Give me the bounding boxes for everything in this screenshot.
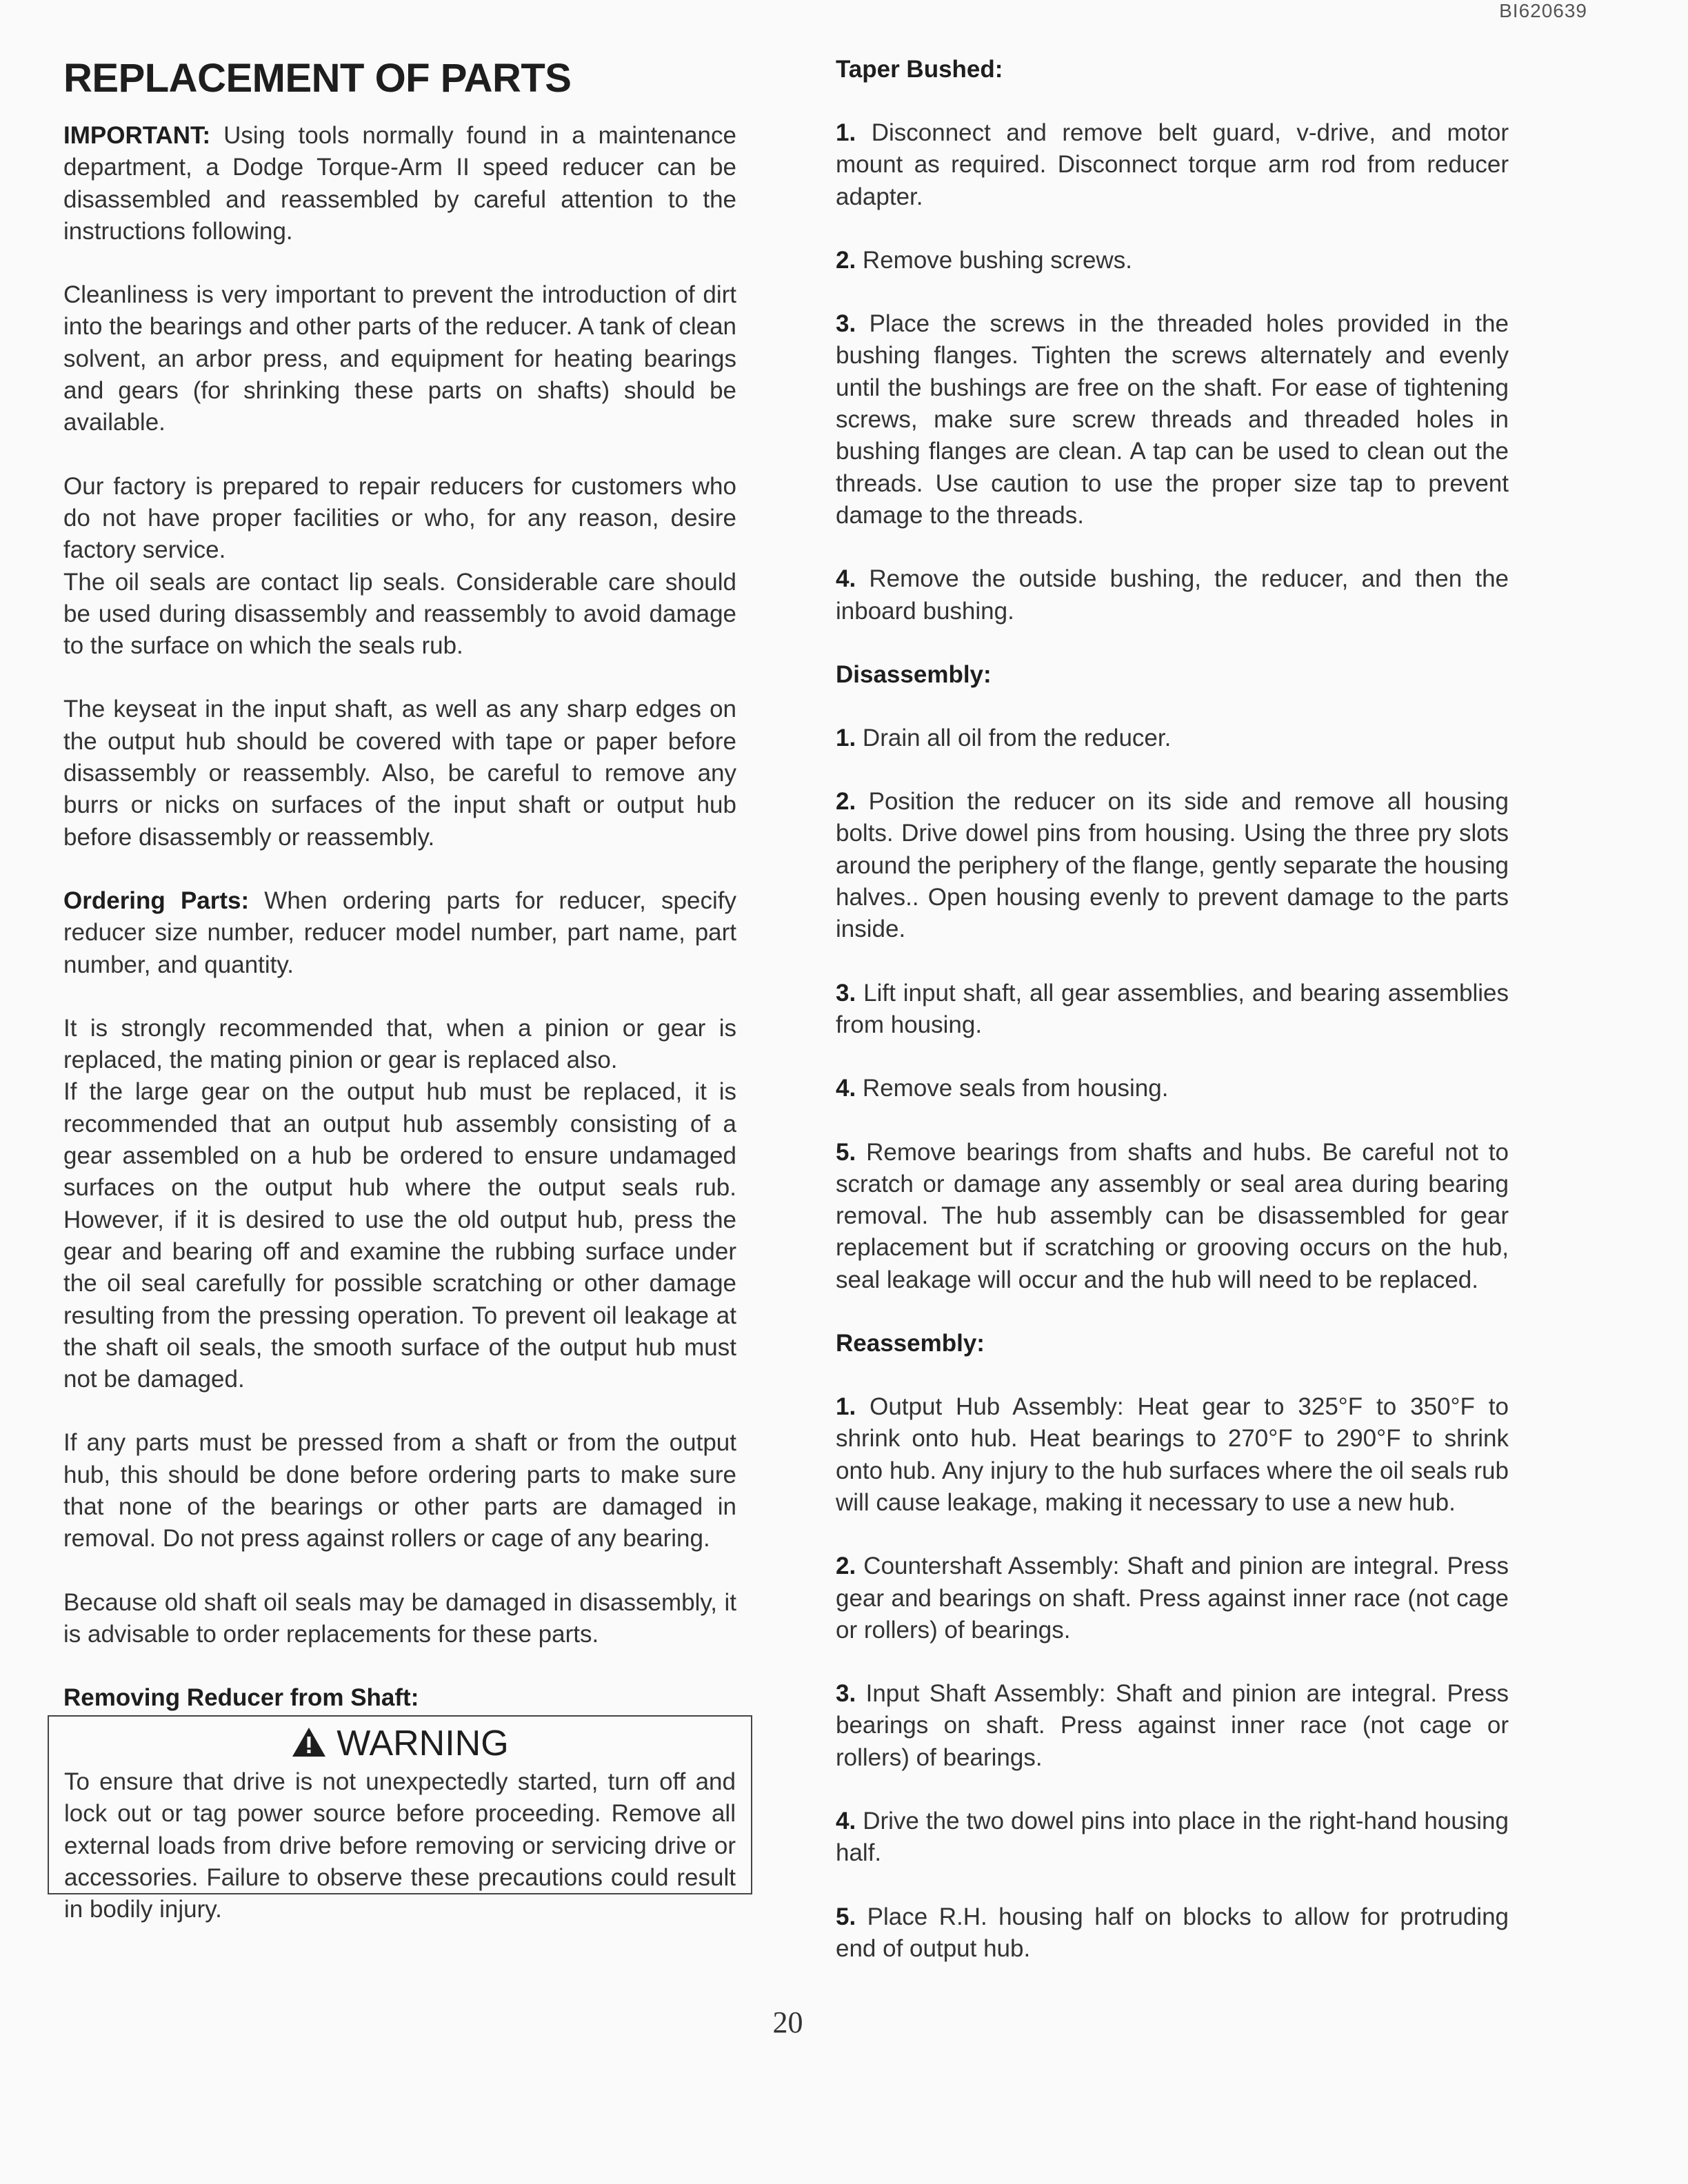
step-text: Remove the outside bushing, the reducer, and then the inboard bushing. <box>836 565 1509 625</box>
disassembly-step <box>836 1137 1509 1296</box>
disassembly-step <box>836 786 1509 945</box>
taper-step <box>836 563 1509 627</box>
step-text: Drive the two dowel pins into place in the right-hand housing half. <box>836 1807 1509 1867</box>
step-number: 2. <box>836 788 856 816</box>
step-text: Disconnect and remove belt guard, v-drive, and motor mount as required. Disconnect torque arm rod from reducer adapter. <box>836 119 1509 210</box>
step-text: Remove seals from housing. <box>856 1075 1169 1102</box>
disassembly-heading: Disassembly: <box>836 660 992 688</box>
warning-box <box>48 1715 752 1923</box>
reassembly-step <box>836 1391 1509 1519</box>
ordering-text: When ordering parts for reducer, specify reducer size number, reducer model number, part name, part number, and quantity. <box>63 887 736 978</box>
step-text: Countershaft Assembly: Shaft and pinion are integral. Press gear and bearings on shaft. Press against inner race (not cage or rollers) of bearings. <box>836 1553 1509 1644</box>
document-id: BI620639 <box>1499 0 1587 21</box>
step-number: 2. <box>836 246 856 274</box>
step-number: 4. <box>836 1807 856 1834</box>
reassembly-step <box>836 1678 1509 1774</box>
step-number: 5. <box>836 1138 856 1166</box>
pinion-paragraph: It is strongly recommended that, when a pinion or gear is replaced, the mating pinion or gear is replaced also. <box>63 1014 736 1074</box>
ordering-label: Ordering Parts: <box>63 887 250 914</box>
step-text: Remove bearings from shafts and hubs. Be careful not to scratch or damage any assembly or seal area during bearing removal. The hub assembly can be disassembled for gear replacement but if scratching or grooving occurs on the hub, seal leakage will occur and the hub will need to be replaced. <box>836 1138 1509 1293</box>
step-number: 4. <box>836 1075 856 1102</box>
page-number: 20 <box>772 2005 803 2039</box>
step-number: 3. <box>836 310 856 338</box>
reassembly-step <box>836 1550 1509 1646</box>
right-column <box>836 54 1509 1996</box>
step-text: Output Hub Assembly: Heat gear to 325°F to 350°F to shrink onto hub. Heat bearings to 270°F to 290°F to shrink onto hub. Any injury to the hub surfaces where the oil seals rub will cause leakage, making it necessary to use a new hub. <box>836 1393 1509 1516</box>
warning-text: To ensure that drive is not unexpectedly started, turn off and lock out or tag power source before proceeding. Remove all external loads from drive before removing or servicing drive or accessories. Failure to observe these precautions could result in bodily injury. <box>64 1768 736 1923</box>
step-number: 4. <box>836 565 856 593</box>
step-text: Remove bushing screws. <box>856 246 1132 274</box>
warning-triangle-icon <box>291 1726 327 1758</box>
step-number: 1. <box>836 724 856 751</box>
removing-heading: Removing Reducer from Shaft: <box>63 1684 419 1712</box>
reassembly-step <box>836 1901 1509 1965</box>
step-text: Position the reducer on its side and remove all housing bolts. Drive dowel pins from housing. Using the three pry slots around the periphery of the flange, gently separate the housing halves.. Open housing evenly to prevent damage to the parts inside. <box>836 788 1509 943</box>
step-number: 5. <box>836 1903 856 1930</box>
pressed-paragraph: If any parts must be pressed from a shaft or from the output hub, this should be done before ordering parts to make sure that none of the bearings or other parts are damaged in removal. Do not press against rollers or cage of any bearing. <box>63 1429 736 1553</box>
disassembly-step <box>836 722 1509 754</box>
step-text: Lift input shaft, all gear assemblies, and bearing assemblies from housing. <box>836 979 1509 1038</box>
step-number: 1. <box>836 1393 856 1421</box>
taper-step <box>836 245 1509 276</box>
step-text: Drain all oil from the reducer. <box>856 724 1172 751</box>
page-title: REPLACEMENT OF PARTS <box>63 56 572 101</box>
step-number: 1. <box>836 119 856 146</box>
reassembly-step <box>836 1806 1509 1870</box>
step-number: 3. <box>836 1680 856 1708</box>
seals-paragraph: The oil seals are contact lip seals. Considerable care should be used during disassembly and reassembly to avoid damage to the surface on which the seals rub. <box>63 568 736 660</box>
important-label: IMPORTANT: <box>63 122 211 149</box>
step-number: 3. <box>836 979 856 1007</box>
disassembly-step <box>836 978 1509 1042</box>
reassembly-heading: Reassembly: <box>836 1330 985 1357</box>
step-number: 2. <box>836 1553 856 1580</box>
warning-title-row <box>64 1721 736 1766</box>
important-paragraph <box>63 120 736 247</box>
important-text: Using tools normally found in a maintenance department, a Dodge Torque-Arm II speed reducer can be disassembled and reassembled by careful attention to the instructions following. <box>63 122 736 245</box>
keyseat-paragraph: The keyseat in the input shaft, as well as any sharp edges on the output hub should be covered with tape or paper before disassembly or reassembly. Also, be careful to remove any burrs or nicks on surfaces of the input shaft or output hub before disassembly or reassembly. <box>63 696 736 851</box>
step-text: Place R.H. housing half on blocks to allow for protruding end of output hub. <box>836 1903 1509 1962</box>
ordering-paragraph <box>63 885 736 981</box>
taper-bushed-heading: Taper Bushed: <box>836 56 1003 83</box>
disassembly-step <box>836 1073 1509 1104</box>
large-gear-paragraph: If the large gear on the output hub must be replaced, it is recommended that an output hub assembly consisting of a gear assembled on a hub be ordered to ensure undamaged surfaces on the output hub where the output seals rub. However, if it is desired to use the old output hub, press the gear and bearing off and examine the rubbing surface under the oil seal carefully for possible scratching or other damage resulting from the pressing operation. To prevent oil leakage at the shaft oil seals, the smooth surface of the output hub must not be damaged. <box>63 1078 736 1393</box>
step-text: Input Shaft Assembly: Shaft and pinion are integral. Press bearings on shaft. Press against inner race (not cage or rollers) of bearings. <box>836 1680 1509 1771</box>
old-seals-paragraph: Because old shaft oil seals may be damaged in disassembly, it is advisable to order replacements for these parts. <box>63 1588 736 1648</box>
taper-step <box>836 117 1509 213</box>
taper-step <box>836 308 1509 532</box>
cleanliness-paragraph: Cleanliness is very important to prevent the introduction of dirt into the bearings and other parts of the reducer. A tank of clean solvent, an arbor press, and equipment for heating bearings and gears (for shrinking these parts on shafts) should be available. <box>63 281 736 436</box>
left-column <box>63 54 736 1746</box>
warning-title: WARNING <box>336 1723 509 1763</box>
factory-paragraph: Our factory is prepared to repair reducers for customers who do not have proper facilities or who, for any reason, desire factory service. <box>63 472 736 564</box>
step-text: Place the screws in the threaded holes provided in the bushing flanges. Tighten the screws alternately and evenly until the bushings are free on the shaft. For ease of tightening screws, make sure screw threads and threaded holes in bushing flanges are clean. A tap can be used to clean out the threads. Use caution to use the proper size tap to prevent damage to the threads. <box>836 310 1509 529</box>
